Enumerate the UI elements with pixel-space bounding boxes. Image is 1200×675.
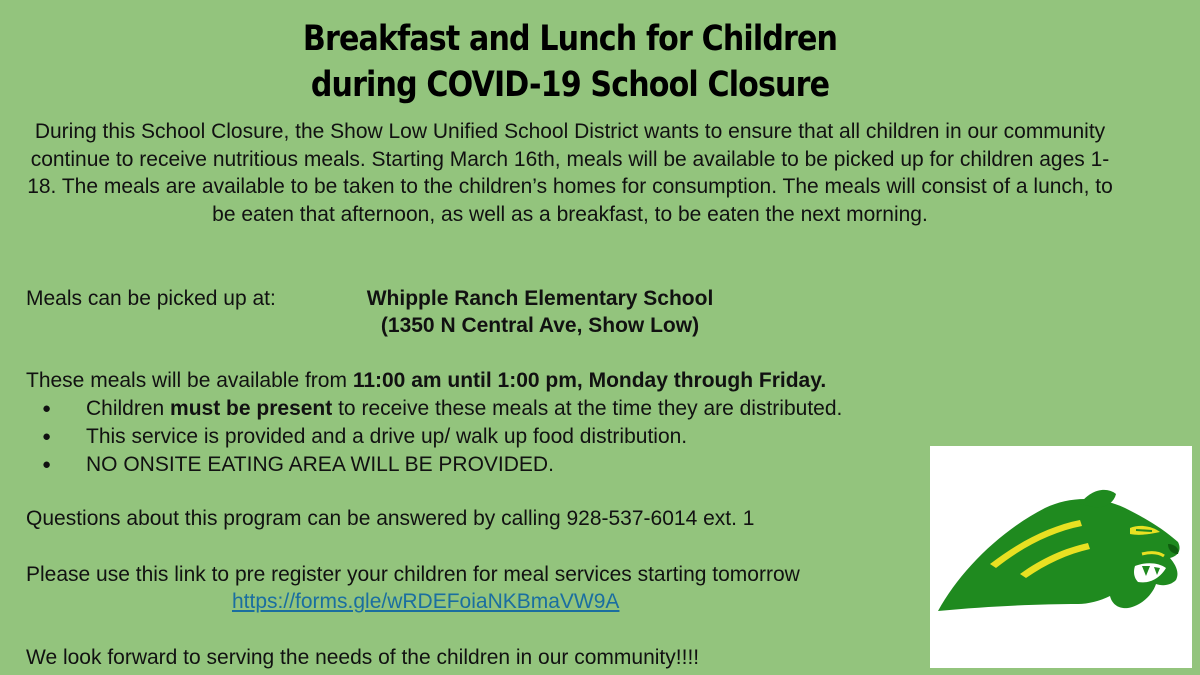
closing-text: We look forward to serving the needs of the children in our community!!!! [26,646,700,669]
questions-text: Questions about this program can be answered by calling 928-537-6014 ext. 1 [26,507,755,530]
register-link[interactable]: https://forms.gle/wRDEFoiaNKBmaVW9A [232,590,620,613]
title-line-1: Breakfast and Lunch for Children [302,19,838,59]
list-item [26,423,842,451]
title-line-2: during COVID-19 School Closure [310,65,830,105]
hours-prefix: These meals will be available from [26,369,353,392]
hours-times: 11:00 am until 1:00 pm, Monday through Friday. [352,369,827,392]
rules-list [26,395,842,479]
bullet-2-text: This service is provided and a drive up/ walk up food distribution. [86,425,688,448]
pickup-school-name: Whipple Ranch Elementary School [366,287,714,310]
bullet-3-text: NO ONSITE EATING AREA WILL BE PROVIDED. [86,453,554,476]
bullet-1-post: to receive these meals at the time they are distributed. [332,397,843,420]
bullet-1-bold: must be present [170,397,333,420]
cougar-mascot-logo-icon [930,446,1192,668]
pickup-label: Meals can be picked up at: [26,287,276,310]
list-item [26,395,842,423]
register-text: Please use this link to pre register your children for meal services starting tomorrow [26,563,800,586]
bullet-icon: ● [42,456,52,473]
list-item [26,451,842,479]
bullet-icon: ● [42,400,52,417]
page-title [80,16,1060,108]
pickup-location [340,285,740,339]
bullet-icon: ● [42,428,52,445]
pickup-address: (1350 N Central Ave, Show Low) [380,314,700,337]
intro-paragraph: During this School Closure, the Show Low Unified School District wants to ensure that all children in our community continue to receive nutritious meals. Starting March 16th, meals will be available to be picked up for children ages 1-18. The meals are available to be taken to the children’s homes for consumption. The meals will consist of a lunch, to be eaten that afternoon, as well as a breakfast, to be eaten the next morning. [27,120,1113,226]
bullet-1-pre: Children [86,397,171,420]
hours-text [26,367,826,394]
school-logo [930,446,1192,668]
